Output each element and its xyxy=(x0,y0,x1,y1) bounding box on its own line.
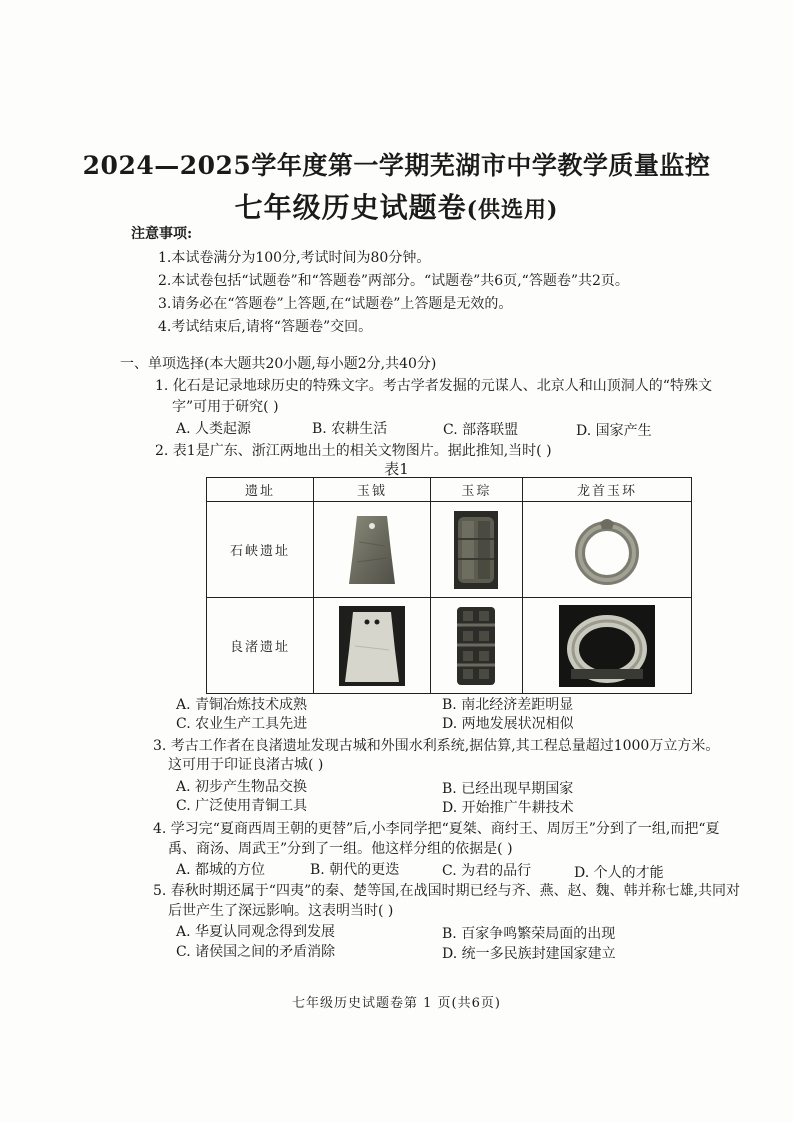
question-5-line1: 5. 春秋时期还属于“四夷”的秦、楚等国,在战国时期已经与齐、燕、赵、魏、韩并称七雄,共同对 xyxy=(153,883,741,899)
exam-subject-title: 七年级历史试题卷 xyxy=(234,191,467,224)
question-3-option-d: D. 开始推广牛耕技术 xyxy=(442,800,574,816)
dragon-ring-photo-cell xyxy=(523,502,692,598)
jade-axe-shixia-image xyxy=(347,512,397,588)
jade-cong-liangzhu-image xyxy=(453,605,499,687)
question-4-option-d: D. 个人的才能 xyxy=(574,865,664,881)
jade-axe-photo-cell xyxy=(314,598,431,694)
question-4-option-a: A. 都城的方位 xyxy=(176,862,266,878)
question-5-option-d: D. 统一多民族封建国家建立 xyxy=(442,946,616,962)
table-header-cell: 龙首玉环 xyxy=(523,478,692,502)
question-2-option-d: D. 两地发展状况相似 xyxy=(442,716,574,732)
table-header-row xyxy=(207,478,692,502)
artifact-table xyxy=(206,477,692,694)
section-heading: 一、单项选择(本大题共20小题,每小题2分,共40分) xyxy=(120,356,437,372)
table-row xyxy=(207,502,692,598)
jade-cong-photo-cell xyxy=(430,598,522,694)
exam-title-line2 xyxy=(0,186,793,226)
dragon-ring-photo-cell xyxy=(523,598,692,694)
question-2-line1: 2. 表1是广东、浙江两地出土的相关文物图片。据此推知,当时( ) xyxy=(155,443,552,459)
question-1-line1: 1. 化石是记录地球历史的特殊文字。考古学者发掘的元谋人、北京人和山顶洞人的“特殊文 xyxy=(155,378,712,394)
question-1-line2: 字”可用于研究( ) xyxy=(172,399,279,415)
question-1-option-b: B. 农耕生活 xyxy=(312,421,388,437)
question-5-line2: 后世产生了深远影响。这表明当时( ) xyxy=(168,903,394,919)
question-5-option-c: C. 诸侯国之间的矛盾消除 xyxy=(176,944,336,960)
notice-item: 4.考试结束后,请将“答题卷”交回。 xyxy=(158,319,373,335)
question-5-option-a: A. 华夏认同观念得到发展 xyxy=(176,924,336,940)
question-2-option-b: B. 南北经济差距明显 xyxy=(442,697,574,713)
question-3-option-c: C. 广泛使用青铜工具 xyxy=(176,798,308,814)
site-name-cell: 石峡遗址 xyxy=(207,502,314,598)
question-1-option-a: A. 人类起源 xyxy=(176,421,252,437)
jade-cong-shixia-image xyxy=(450,511,502,589)
table-header-cell: 遗址 xyxy=(207,478,314,502)
page-footer: 七年级历史试题卷第 1 页(共6页) xyxy=(292,996,501,1011)
site-name-cell: 良渚遗址 xyxy=(207,598,314,694)
dragon-ring-shixia-image xyxy=(572,511,642,589)
jade-cong-photo-cell xyxy=(430,502,522,598)
question-3-option-b: B. 已经出现早期国家 xyxy=(442,781,574,797)
jade-axe-liangzhu-image xyxy=(339,606,405,686)
jade-axe-photo-cell xyxy=(314,502,431,598)
table-caption: 表1 xyxy=(384,460,409,478)
exam-title-line1: 2024—2025学年度第一学期芜湖市中学教学质量监控 xyxy=(82,151,711,180)
question-4-option-b: B. 朝代的更迭 xyxy=(310,862,400,878)
exam-title-suffix: (供选用) xyxy=(466,197,559,223)
question-2-option-c: C. 农业生产工具先进 xyxy=(176,716,308,732)
table-row xyxy=(207,598,692,694)
question-2-option-a: A. 青铜冶炼技术成熟 xyxy=(176,697,308,713)
notice-item: 1.本试卷满分为100分,考试时间为80分钟。 xyxy=(158,250,431,266)
notice-item: 2.本试卷包括“试题卷”和“答题卷”两部分。“试题卷”共6页,“答题卷”共2页。 xyxy=(158,273,629,289)
question-1-option-c: C. 部落联盟 xyxy=(443,422,519,438)
notice-item: 3.请务必在“答题卷”上答题,在“试题卷”上答题是无效的。 xyxy=(158,296,513,312)
question-4-option-c: C. 为君的品行 xyxy=(442,863,532,879)
notice-heading: 注意事项: xyxy=(131,226,193,242)
table-header-cell: 玉钺 xyxy=(314,478,431,502)
question-4-line1: 4. 学习完“夏商西周王朝的更替”后,小李同学把“夏桀、商纣王、周厉王”分到了一组,而把“夏 xyxy=(153,821,720,837)
question-3-line2: 这可用于印证良渚古城( ) xyxy=(168,757,324,773)
question-4-line2: 禹、商汤、周武王”分到了一组。他这样分组的依据是( ) xyxy=(168,841,513,857)
question-3-line1: 3. 考古工作者在良渚遗址发现古城和外围水利系统,据估算,其工程总量超过1000万立方米。 xyxy=(153,738,720,754)
question-1-option-d: D. 国家产生 xyxy=(576,423,652,439)
dragon-ring-liangzhu-image xyxy=(559,605,655,687)
question-3-option-a: A. 初步产生物品交换 xyxy=(176,779,308,795)
question-5-option-b: B. 百家争鸣繁荣局面的出现 xyxy=(442,926,616,942)
table-header-cell: 玉琮 xyxy=(430,478,522,502)
